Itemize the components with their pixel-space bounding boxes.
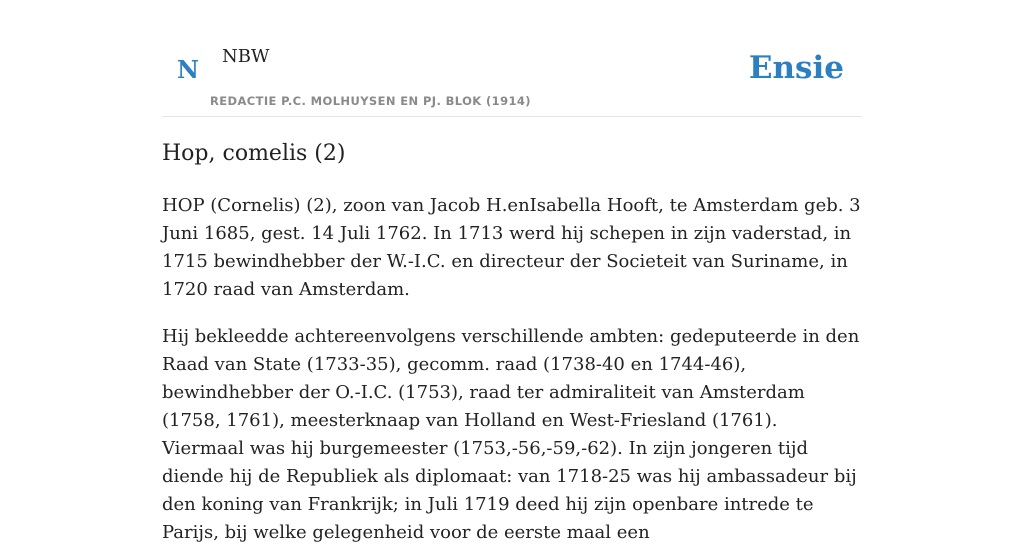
ensie-logo[interactable]: Ensie bbox=[748, 50, 844, 86]
article bbox=[162, 138, 862, 547]
article-paragraph-2: Hij bekleedde achtereenvolgens verschillende ambten: gedeputeerde in den Raad van State (1733-35), gecomm. raad (1738-40 en 1744-46), bewindhebber der O.-I.C. (1753), raad ter admiraliteit van Amsterdam (1758, 1761), meesterknaap van Holland en West-Friesland (1761). Viermaal was hij burgemeester (1753,-56,-59,-62). In zijn jongeren tijd diende hij de Republiek als diplomaat: van 1718-25 was hij ambassadeur bij den koning van Frankrijk; in Juli 1719 deed hij zijn openbare intrede te Parijs, bij welke gelegenheid voor de eerste maal een bbox=[162, 326, 860, 543]
source-subtitle: REDACTIE P.C. MOLHUYSEN EN PJ. BLOK (1914) bbox=[210, 94, 531, 108]
article-title: Hop, comelis (2) bbox=[162, 141, 346, 166]
source-logo-icon[interactable]: N bbox=[177, 55, 199, 84]
source-header bbox=[162, 0, 862, 117]
source-title[interactable]: NBW bbox=[222, 46, 270, 67]
article-paragraph-1: HOP (Cornelis) (2), zoon van Jacob H.enIsabella Hooft, te Amsterdam geb. 3 Juni 1685, gest. 14 Juli 1762. In 1713 werd hij schepen in zijn vaderstad, in 1715 bewindhebber der W.-I.C. en directeur der Societeit van Suriname, in 1720 raad van Amsterdam. bbox=[162, 195, 861, 300]
